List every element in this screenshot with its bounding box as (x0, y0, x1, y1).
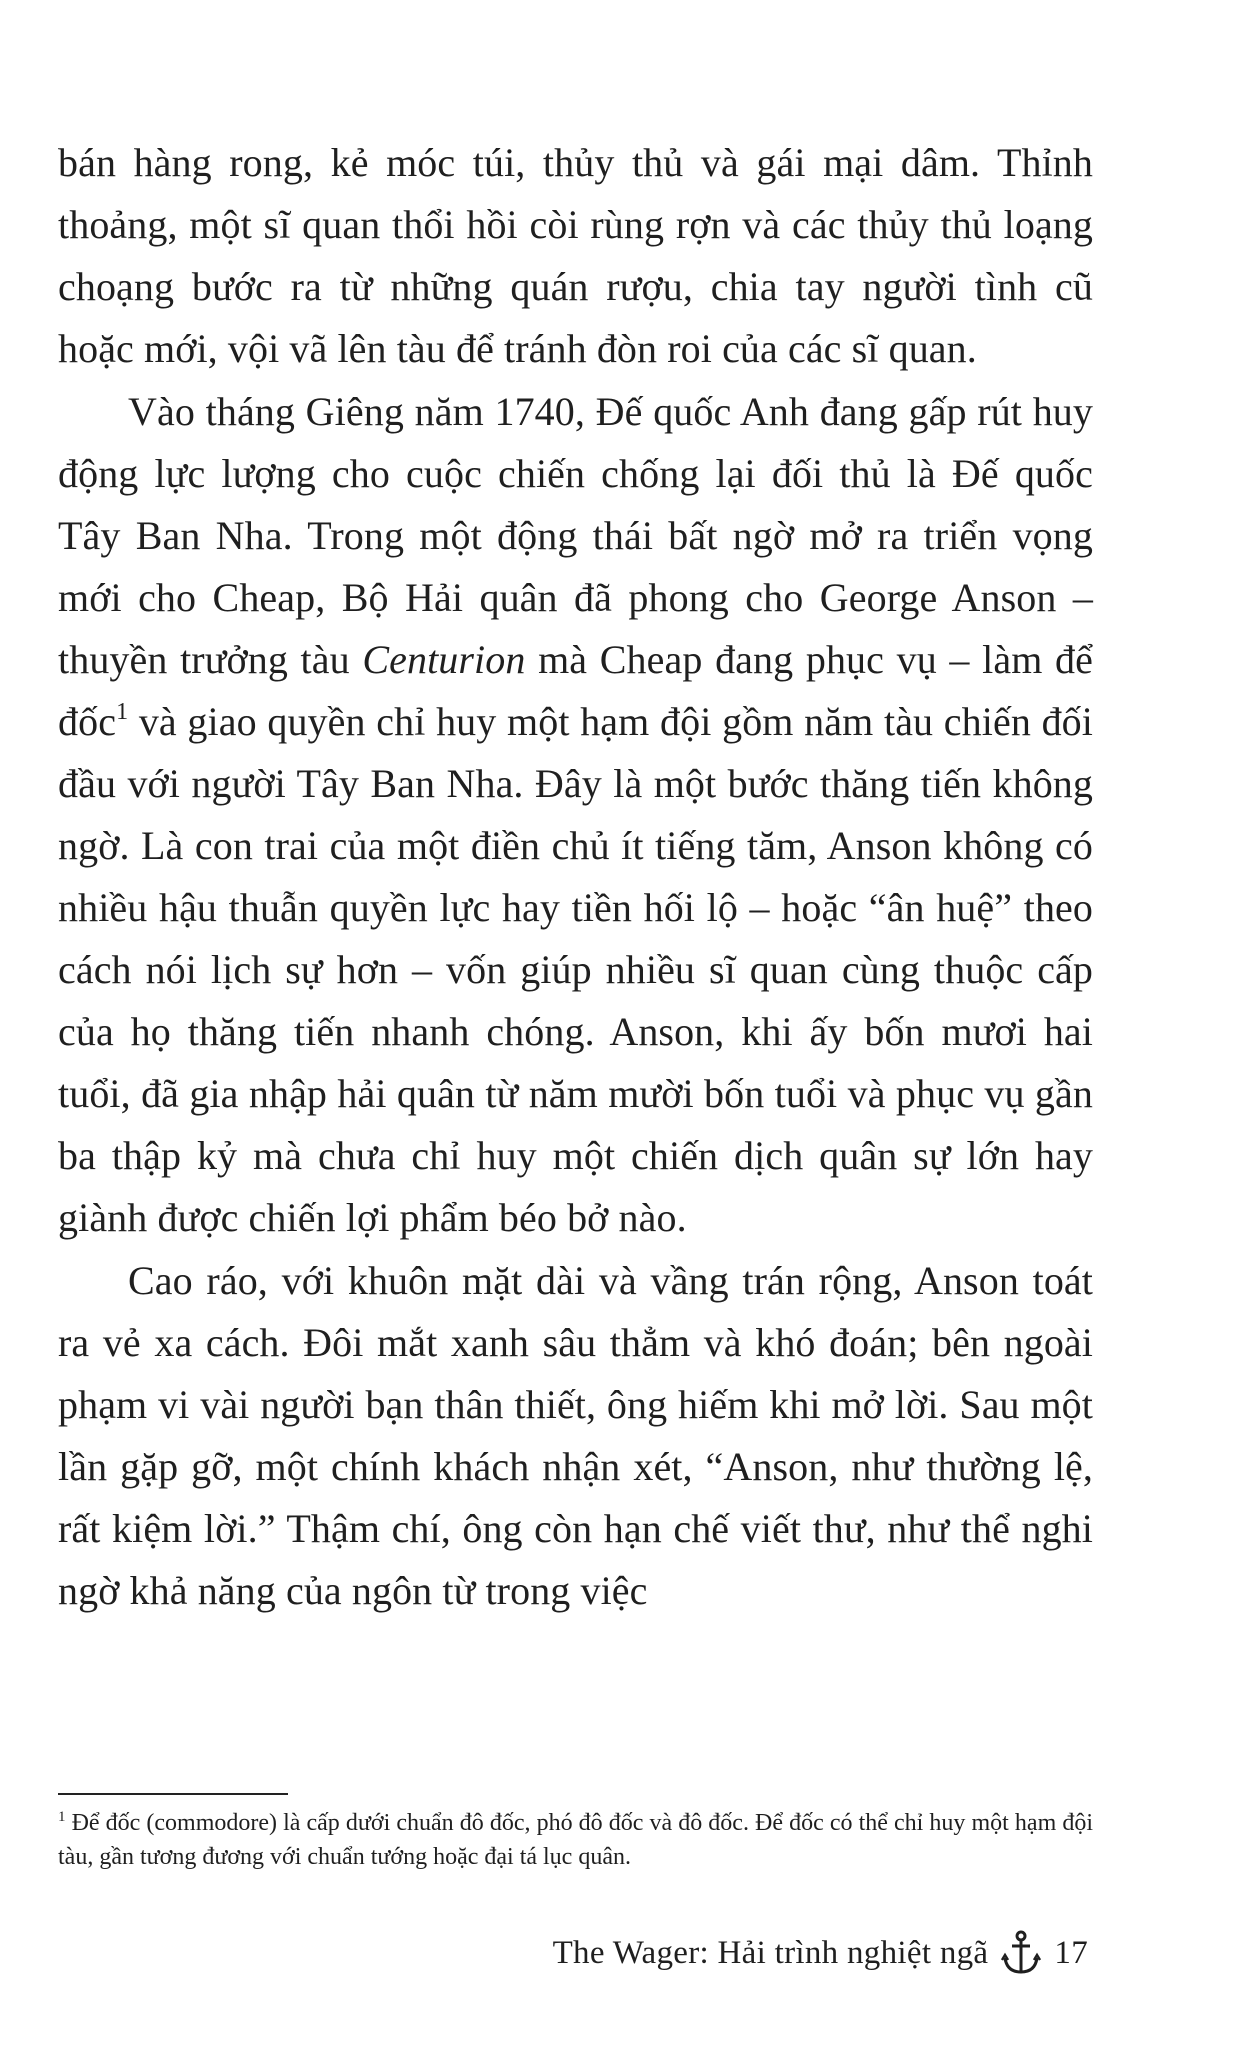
running-footer (553, 1930, 1088, 1976)
footnote-text: Để đốc (commodore) là cấp dưới chuẩn đô đốc, phó đô đốc và đô đốc. Để đốc có thể chỉ huy một hạm đội tàu, gần tương đương với chuẩn tướng hoặc đại tá lục quân. (58, 1810, 1093, 1870)
page-number: 17 (1054, 1934, 1088, 1971)
text-segment: và giao quyền chỉ huy một hạm đội gồm năm tàu chiến đối đầu với người Tây Ban Nha. Đây là một bước thăng tiến không ngờ. Là con trai của một điền chủ ít tiếng tăm, Anson không có nhiều hậu thuẫn quyền lực hay tiền hối lộ – hoặc “ân huệ” theo cách nói lịch sự hơn – vốn giúp nhiều sĩ quan cùng thuộc cấp của họ thăng tiến nhanh chóng. Anson, khi ấy bốn mươi hai tuổi, đã gia nhập hải quân từ năm mười bốn tuổi và phục vụ gần ba thập kỷ mà chưa chỉ huy một chiến dịch quân sự lớn hay giành được chiến lợi phẩm béo bở nào. (58, 699, 1093, 1240)
footnote-marker: 1 (58, 1809, 66, 1825)
paragraph-1 (58, 132, 1093, 380)
footnote-reference: 1 (116, 699, 129, 725)
paragraph-2 (58, 381, 1093, 1249)
footnote-divider (58, 1793, 288, 1795)
text-segment: Cao ráo, với khuôn mặt dài và vầng trán rộng, Anson toát ra vẻ xa cách. Đôi mắt xanh sâu thẳm và khó đoán; bên ngoài phạm vi vài người bạn thân thiết, ông hiếm khi mở lời. Sau một lần gặp gỡ, một chính khách nhận xét, “Anson, như thường lệ, rất kiệm lời.” Thậm chí, ông còn hạn chế viết thư, như thể nghi ngờ khả năng của ngôn từ trong việc (58, 1258, 1093, 1613)
body-text (58, 132, 1093, 1623)
ship-name: Centurion (362, 637, 526, 682)
text-segment: mà Cheap đang phục vụ – làm để đốc (58, 637, 1093, 744)
text-segment: bán hàng rong, kẻ móc túi, thủy thủ và gái mại dâm. Thỉnh thoảng, một sĩ quan thổi hồi còi rùng rợn và các thủy thủ loạng choạng bước ra từ những quán rượu, chia tay người tình cũ hoặc mới, vội vã lên tàu để tránh đòn roi của các sĩ quan. (58, 140, 1093, 371)
anchor-icon (1000, 1930, 1042, 1976)
paragraph-3 (58, 1250, 1093, 1622)
text-segment: Vào tháng Giêng năm 1740, Đế quốc Anh đang gấp rút huy động lực lượng cho cuộc chiến chống lại đối thủ là Đế quốc Tây Ban Nha. Trong một động thái bất ngờ mở ra triển vọng mới cho Cheap, Bộ Hải quân đã phong cho George Anson – thuyền trưởng tàu (58, 389, 1093, 682)
footnote (58, 1800, 1093, 1874)
book-title: The Wager: Hải trình nghiệt ngã (552, 1934, 989, 1971)
